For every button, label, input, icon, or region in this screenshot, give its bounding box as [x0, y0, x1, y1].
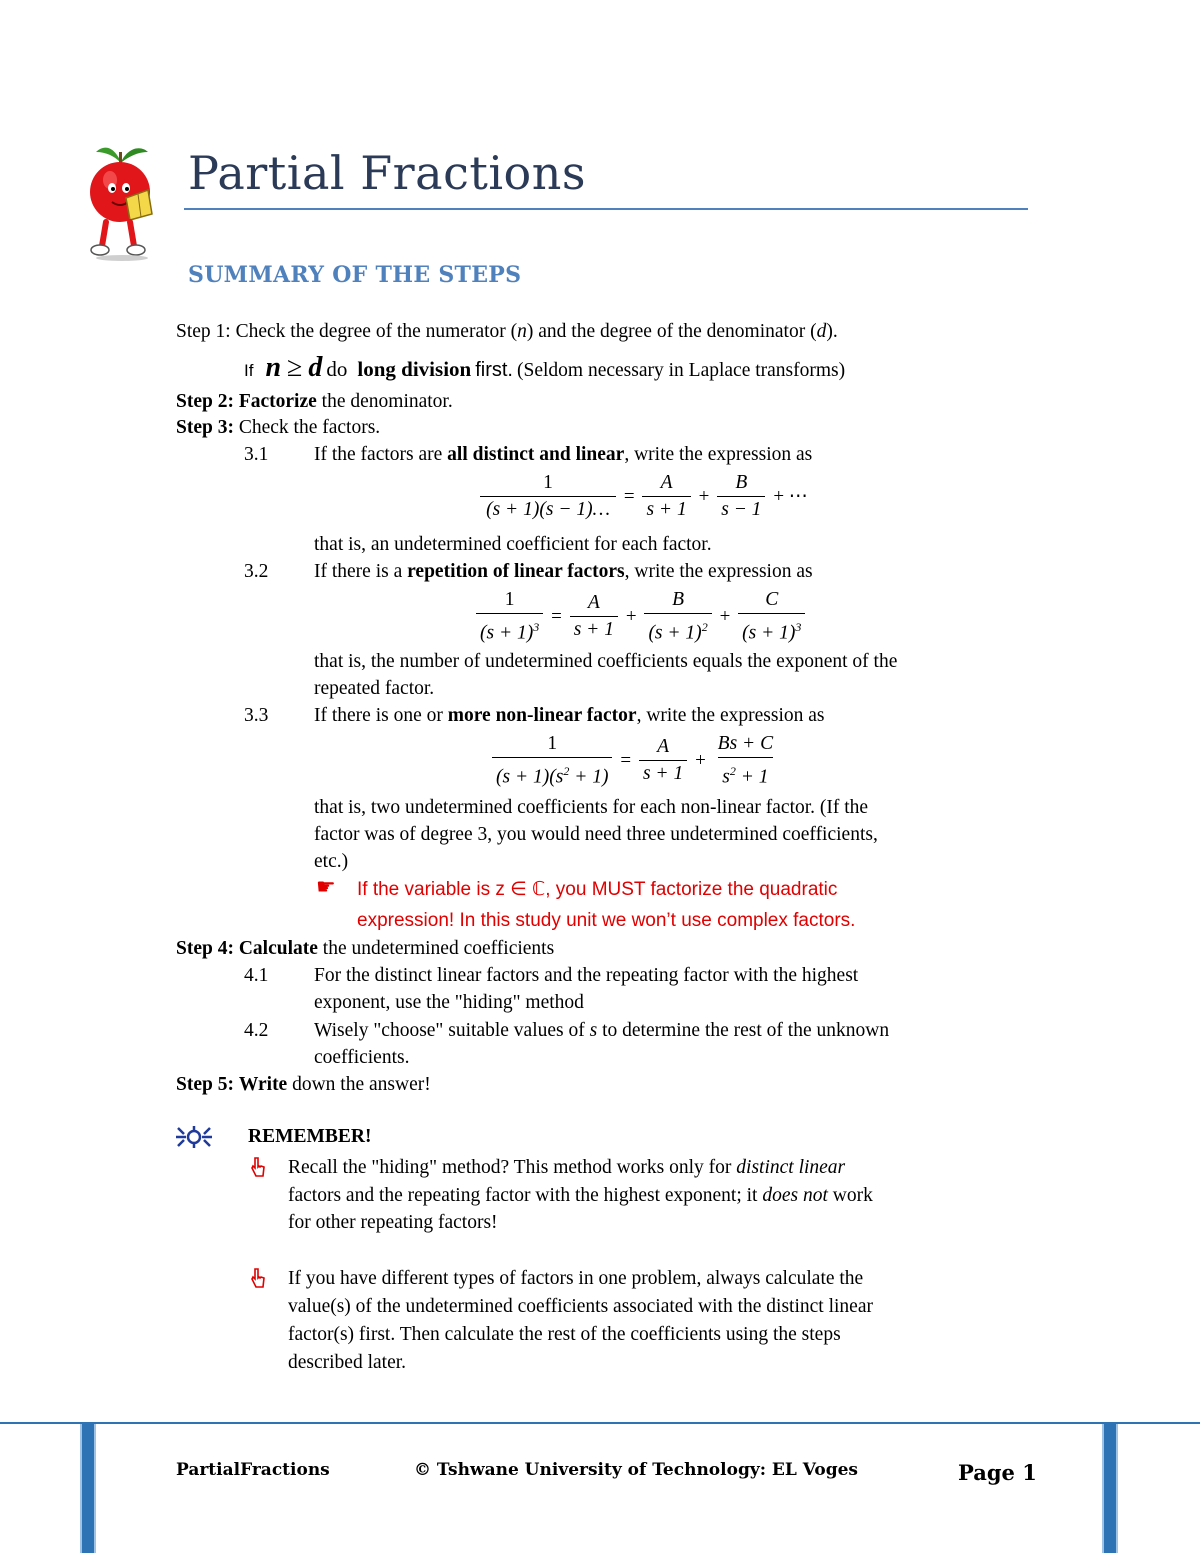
term-a: $\frac{A}{s + 1}$	[639, 734, 687, 787]
substep-4-2-line-2: coefficients.	[314, 1047, 410, 1068]
remember-point-1-line-3: for other repeating factors!	[288, 1212, 498, 1233]
lhs-fraction: $\frac{1}{(s + 1)(s^2 + 1)}$	[492, 731, 612, 791]
formula-distinct-linear: $\frac{1}{(s + 1)(s - 1)\dots}$ = $\frac{A}{s + 1}$ + $\frac{B}{s - 1}$ + ⋯	[480, 470, 811, 523]
substep-3-2-number: 3.2	[244, 561, 269, 582]
substep-3-1: If the factors are all distinct and linear, write the expression as	[314, 444, 813, 465]
formula-repeated-linear: $\frac{1}{(s + 1)^3}$ = $\frac{A}{s + 1}$ + $\frac{B}{(s + 1)^2}$ + $\frac{C}{(s + 1)^3}$	[476, 587, 805, 647]
remember-point-2-line-1: If you have different types of factors in one problem, always calculate the	[288, 1268, 864, 1289]
sparkle-star-icon	[174, 1124, 214, 1150]
substep-3-2-note-2: repeated factor.	[314, 678, 435, 699]
remember-point-2-line-3: factor(s) first. Then calculate the rest of the coefficients using the steps	[288, 1324, 841, 1345]
substep-4-1-line-2: exponent, use the "hiding" method	[314, 992, 584, 1013]
step-5: Step 5: Write down the answer!	[176, 1074, 431, 1095]
substep-4-2-number: 4.2	[244, 1020, 269, 1041]
remember-point-2-line-4: described later.	[288, 1352, 407, 1373]
substep-3-2: If there is a repetition of linear factors, write the expression as	[314, 561, 813, 582]
step-2: Step 2: Factorize the denominator.	[176, 391, 453, 412]
substep-3-3-note-3: etc.)	[314, 851, 349, 872]
footer-page-number: Page 1	[958, 1460, 1037, 1485]
footer-left-bar	[80, 1424, 96, 1553]
footer-rule	[0, 1422, 1200, 1424]
warning-line-2: expression! In this study unit we won’t use complex factors.	[357, 910, 856, 931]
substep-3-3-note-1: that is, two undetermined coefficients for each non-linear factor. (If the	[314, 797, 869, 818]
pointing-finger-icon	[250, 1156, 266, 1178]
remember-point-1-line-1: Recall the "hiding" method? This method works only for distinct linear	[288, 1157, 846, 1178]
substep-3-1-note: that is, an undetermined coefficient for each factor.	[314, 534, 712, 555]
pointing-finger-icon	[250, 1267, 266, 1289]
step-4: Step 4: Calculate the undetermined coefficients	[176, 938, 555, 959]
apple-reading-book-icon	[82, 138, 160, 264]
warning-line-1: If the variable is z ∈ ℂ, you MUST factorize the quadratic	[357, 879, 838, 900]
footer-copyright: © Tshwane University of Technology: EL Voges	[414, 1460, 858, 1480]
substep-4-2-line-1: Wisely "choose" suitable values of s to determine the rest of the unknown	[314, 1020, 890, 1041]
remember-heading: REMEMBER!	[248, 1126, 372, 1147]
step-1: Step 1: Check the degree of the numerator (n) and the degree of the denominator (d).	[176, 321, 838, 342]
substep-3-3: If there is one or more non-linear factor, write the expression as	[314, 705, 825, 726]
footer-doc-name: PartialFractions	[176, 1460, 330, 1480]
lhs-fraction: $\frac{1}{(s + 1)(s - 1)\dots}$	[480, 470, 616, 523]
remember-point-1-line-2: factors and the repeating factor with the highest exponent; it does not work	[288, 1185, 873, 1206]
term-c: $\frac{C}{(s + 1)^3}$	[738, 587, 805, 647]
substep-3-2-note-1: that is, the number of undetermined coefficients equals the exponent of the	[314, 651, 898, 672]
page-title: Partial Fractions	[188, 146, 586, 200]
remember-point-2-line-2: value(s) of the undetermined coefficients associated with the distinct linear	[288, 1296, 873, 1317]
step-3: Step 3: Check the factors.	[176, 417, 381, 438]
formula-non-linear: $\frac{1}{(s + 1)(s^2 + 1)}$ = $\frac{A}{s + 1}$ + $\frac{Bs + C}{s^2 + 1}$	[492, 731, 777, 791]
long-division-note: If n ≥ d do long division first. (Seldom necessary in Laplace transforms)	[244, 352, 846, 383]
footer-right-bar	[1102, 1424, 1118, 1553]
step-1-label: Step 1:	[176, 321, 231, 342]
substep-3-1-number: 3.1	[244, 444, 269, 465]
term-a: $\frac{A}{s + 1}$	[642, 470, 690, 523]
substep-4-1-line-1: For the distinct linear factors and the repeating factor with the highest	[314, 965, 859, 986]
lhs-fraction: $\frac{1}{(s + 1)^3}$	[476, 587, 543, 647]
term-bc: $\frac{Bs + C}{s^2 + 1}$	[714, 731, 777, 791]
section-heading: SUMMARY OF THE STEPS	[188, 262, 522, 288]
pointing-hand-icon: ☛	[316, 874, 336, 899]
term-b: $\frac{B}{(s + 1)^2}$	[644, 587, 711, 647]
substep-4-1-number: 4.1	[244, 965, 269, 986]
term-b: $\frac{B}{s - 1}$	[717, 470, 765, 523]
substep-3-3-number: 3.3	[244, 705, 269, 726]
substep-3-3-note-2: factor was of degree 3, you would need three undetermined coefficients,	[314, 824, 878, 845]
term-a: $\frac{A}{s + 1}$	[570, 590, 618, 643]
title-underline	[184, 208, 1028, 210]
